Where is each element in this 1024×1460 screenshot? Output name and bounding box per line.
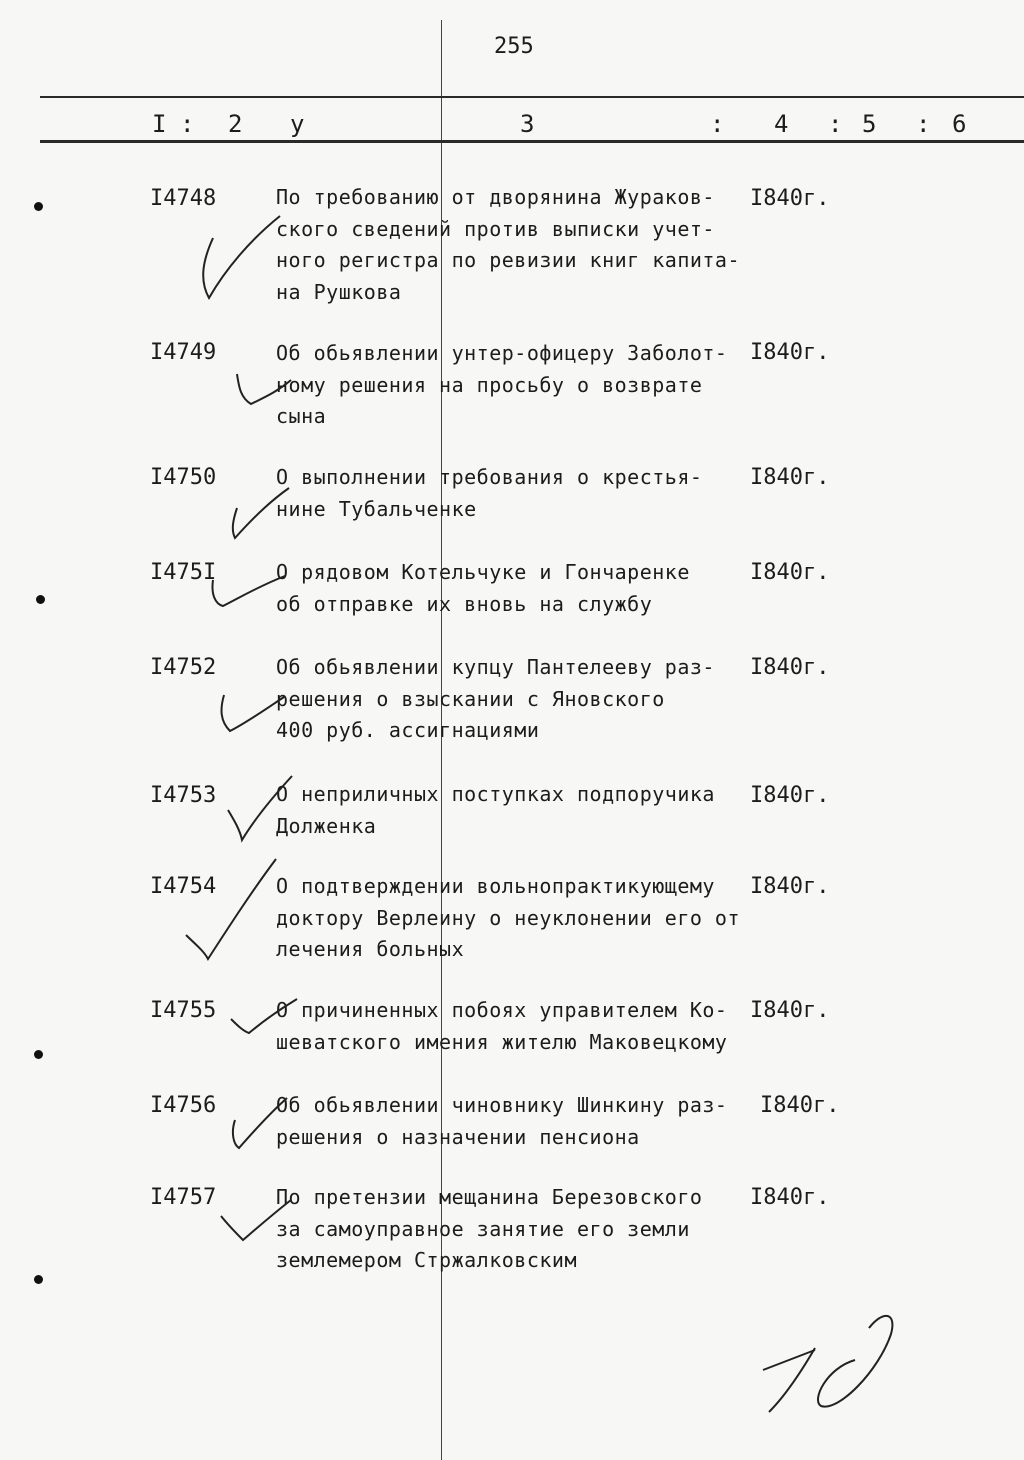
column-separator: у — [290, 110, 305, 138]
entry-number: I4753 — [150, 783, 217, 808]
entry-title-line: шеватского имения жителю Маковецкому — [276, 1029, 728, 1054]
column-header-4: 4 — [774, 110, 789, 138]
binding-hole-mark — [34, 202, 43, 211]
entry-title-line: О выполнении требования о крестья- — [276, 465, 703, 489]
entry-title-line: По требованию от дворянина Жураков- — [276, 185, 715, 209]
entry-number: I4748 — [150, 186, 217, 211]
entry-title — [276, 462, 746, 525]
checkmark-icon — [215, 1190, 295, 1250]
entry-year: I840г. — [750, 186, 830, 211]
entry-title — [276, 182, 746, 308]
entry-title-line: Долженка — [276, 813, 377, 838]
checkmark-icon — [210, 685, 290, 745]
checkmark-icon — [225, 1090, 295, 1155]
entry-title-line: ского сведений против выписки учет- — [276, 216, 715, 241]
entry-year: I840г. — [750, 1185, 830, 1210]
entry-title-line: решения о взыскании с Яновского — [276, 686, 665, 711]
column-header-3: 3 — [520, 110, 535, 138]
entry-year: I840г. — [750, 465, 830, 490]
checkmark-icon — [225, 370, 295, 415]
entry-title-line: Об обьявлении унтер-офицеру Заболот- — [276, 341, 728, 365]
entry-title-line: за самоуправное занятие его земли — [276, 1216, 690, 1241]
column-header-1: I — [152, 110, 167, 138]
column-separator: : — [710, 110, 725, 138]
entry-year: I840г. — [750, 998, 830, 1023]
entry-title-line: ного регистра по ревизии книг капита- — [276, 248, 741, 272]
column-separator: : — [916, 110, 931, 138]
entry-number: I4752 — [150, 655, 217, 680]
checkmark-icon — [195, 560, 290, 615]
entry-title-line: О рядовом Котельчуке и Гончаренке — [276, 560, 690, 584]
handwritten-folio-number — [755, 1300, 915, 1420]
entry-year: I840г. — [750, 655, 830, 680]
entry-year: I840г. — [760, 1093, 840, 1118]
entry-title-line: О причиненных побоях управителем Ко- — [276, 998, 728, 1022]
column-separator: : — [828, 110, 843, 138]
entry-title — [276, 1182, 746, 1277]
checkmark-icon — [180, 855, 280, 965]
entry-title — [276, 652, 746, 747]
entry-title-line: О подтверждении вольнопрактикующему — [276, 874, 715, 898]
entry-title-line: решения о назначении пенсиона — [276, 1124, 640, 1149]
entry-number: I4756 — [150, 1093, 217, 1118]
entry-title-line: доктору Верлеину о неуклонении его от — [276, 905, 741, 930]
checkmark-icon — [225, 480, 295, 545]
binding-hole-mark — [34, 1050, 43, 1059]
entry-year: I840г. — [750, 560, 830, 585]
header-bottom-rule — [40, 140, 1024, 143]
entry-title — [276, 995, 746, 1058]
checkmark-icon — [222, 770, 302, 845]
checkmark-icon — [225, 995, 305, 1040]
checkmark-icon — [195, 210, 285, 305]
entry-title-line: 400 руб. ассигнациями — [276, 718, 540, 742]
entry-title-line: ному решения на просьбу о возврате — [276, 372, 703, 397]
column-header-2: 2 — [228, 110, 243, 138]
entry-title — [276, 338, 746, 433]
entry-number: I4749 — [150, 340, 217, 365]
column-header-6: 6 — [952, 110, 967, 138]
page-number: 255 — [494, 34, 534, 59]
entry-year: I840г. — [750, 340, 830, 365]
entry-number: I475I — [150, 560, 217, 585]
entry-number: I4757 — [150, 1185, 217, 1210]
column-separator: : — [180, 110, 195, 138]
column-header-5: 5 — [862, 110, 877, 138]
entry-title-line: Об обьявлении купцу Пантелееву раз- — [276, 655, 715, 679]
binding-hole-mark — [34, 1275, 43, 1284]
entry-title-line: нине Тубальченке — [276, 496, 477, 521]
binding-hole-mark — [36, 595, 45, 604]
entry-year: I840г. — [750, 783, 830, 808]
entry-number: I4755 — [150, 998, 217, 1023]
entry-title — [276, 871, 746, 966]
entry-title-line: на Рушкова — [276, 279, 402, 304]
entry-number: I4750 — [150, 465, 217, 490]
entry-title-line: Об обьявлении чиновнику Шинкину раз- — [276, 1093, 728, 1117]
entry-title — [276, 1090, 746, 1153]
entry-title-line: сына — [276, 404, 327, 428]
entry-title-line: О неприличных поступках подпоручика — [276, 782, 715, 806]
entry-title — [276, 779, 746, 842]
entry-title-line: землемером Стржалковским — [276, 1248, 577, 1272]
entry-title — [276, 557, 746, 620]
entry-title-line: По претензии мещанина Березовского — [276, 1185, 703, 1209]
header-top-rule — [40, 96, 1024, 98]
entry-number: I4754 — [150, 874, 217, 899]
entry-title-line: лечения больных — [276, 937, 465, 961]
entry-title-line: об отправке их вновь на службу — [276, 591, 653, 616]
entry-year: I840г. — [750, 874, 830, 899]
